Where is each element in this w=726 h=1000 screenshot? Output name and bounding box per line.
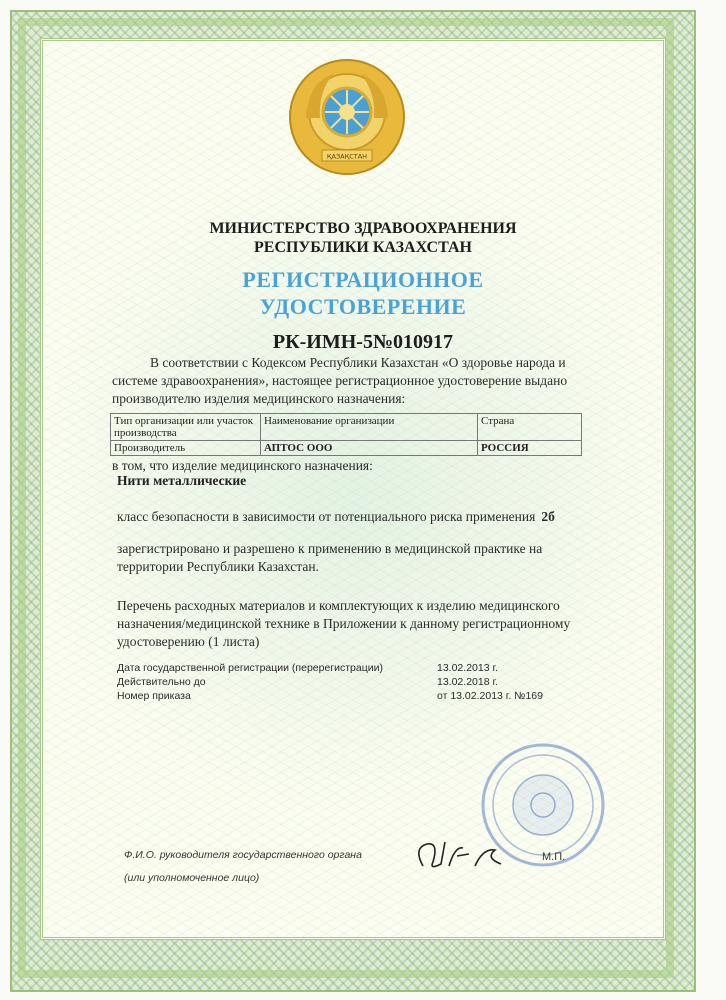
list-item <box>117 675 587 689</box>
table-cell: РОССИЯ <box>478 441 582 456</box>
valid-until-label: Действительно до <box>117 676 206 688</box>
product-intro: в том, что изделие медицинского назначения: <box>112 458 373 473</box>
safety-class-text: класс безопасности в зависимости от потенциального риска применения <box>117 509 536 524</box>
table-header-cell: Наименование организации <box>261 414 478 441</box>
signature-label-line-2: (или уполномоченное лицо) <box>124 872 260 884</box>
svg-text:ҚАЗАҚСТАН: ҚАЗАҚСТАН <box>326 152 368 161</box>
valid-until-value: 13.02.2018 г. <box>437 676 498 688</box>
seal-place-label: М.П. <box>542 851 566 863</box>
ministry-heading <box>0 219 726 257</box>
table-row <box>111 441 582 456</box>
certificate-title-line-2: УДОСТОВЕРЕНИЕ <box>259 294 467 319</box>
signature-label-line-1: Ф.И.О. руководителя государственного органа <box>124 849 362 861</box>
table-cell: АПТОС ООО <box>261 441 478 456</box>
ministry-line-2: РЕСПУБЛИКИ КАЗАХСТАН <box>254 239 472 256</box>
certificate-title-line-1: РЕГИСТРАЦИОННОЕ <box>242 267 484 292</box>
safety-class-line <box>117 508 597 526</box>
certificate-title <box>0 266 726 320</box>
signature-icon <box>405 836 525 876</box>
list-item <box>117 689 587 703</box>
order-number-value: от 13.02.2013 г. №169 <box>437 690 543 702</box>
list-item <box>117 661 587 675</box>
registration-date-value: 13.02.2013 г. <box>437 662 498 674</box>
registration-details <box>117 661 587 703</box>
certificate-number: РК-ИМН-5№010917 <box>272 331 454 353</box>
table-cell: Производитель <box>111 441 261 456</box>
state-emblem-icon <box>288 58 406 176</box>
table-header-cell: Тип организации или участок производства <box>111 414 261 441</box>
safety-class-value: 2б <box>541 509 555 524</box>
table-header-row <box>111 414 582 441</box>
registration-date-label: Дата государственной регистрации (перерегистрации) <box>117 662 383 674</box>
intro-paragraph: В соответствии с Кодексом Республики Казахстан «О здоровье народа и системе здравоохранения», настоящее регистрационное удостоверение выдано производителю изделия медицинского назначения: <box>112 355 568 406</box>
appendix-paragraph: Перечень расходных материалов и комплектующих к изделию медицинского назначения/медицинской технике в Приложении к данному регистрационному удостоверению (1 листа) <box>117 598 571 649</box>
table-header-cell: Страна <box>478 414 582 441</box>
product-name: Нити металлические <box>117 473 247 488</box>
organization-table <box>110 413 582 456</box>
order-number-label: Номер приказа <box>117 690 191 702</box>
ministry-line-1: МИНИСТЕРСТВО ЗДРАВООХРАНЕНИЯ <box>209 220 517 237</box>
registered-paragraph: зарегистрировано и разрешено к применению в медицинской практике на территории Республики Казахстан. <box>117 541 543 574</box>
